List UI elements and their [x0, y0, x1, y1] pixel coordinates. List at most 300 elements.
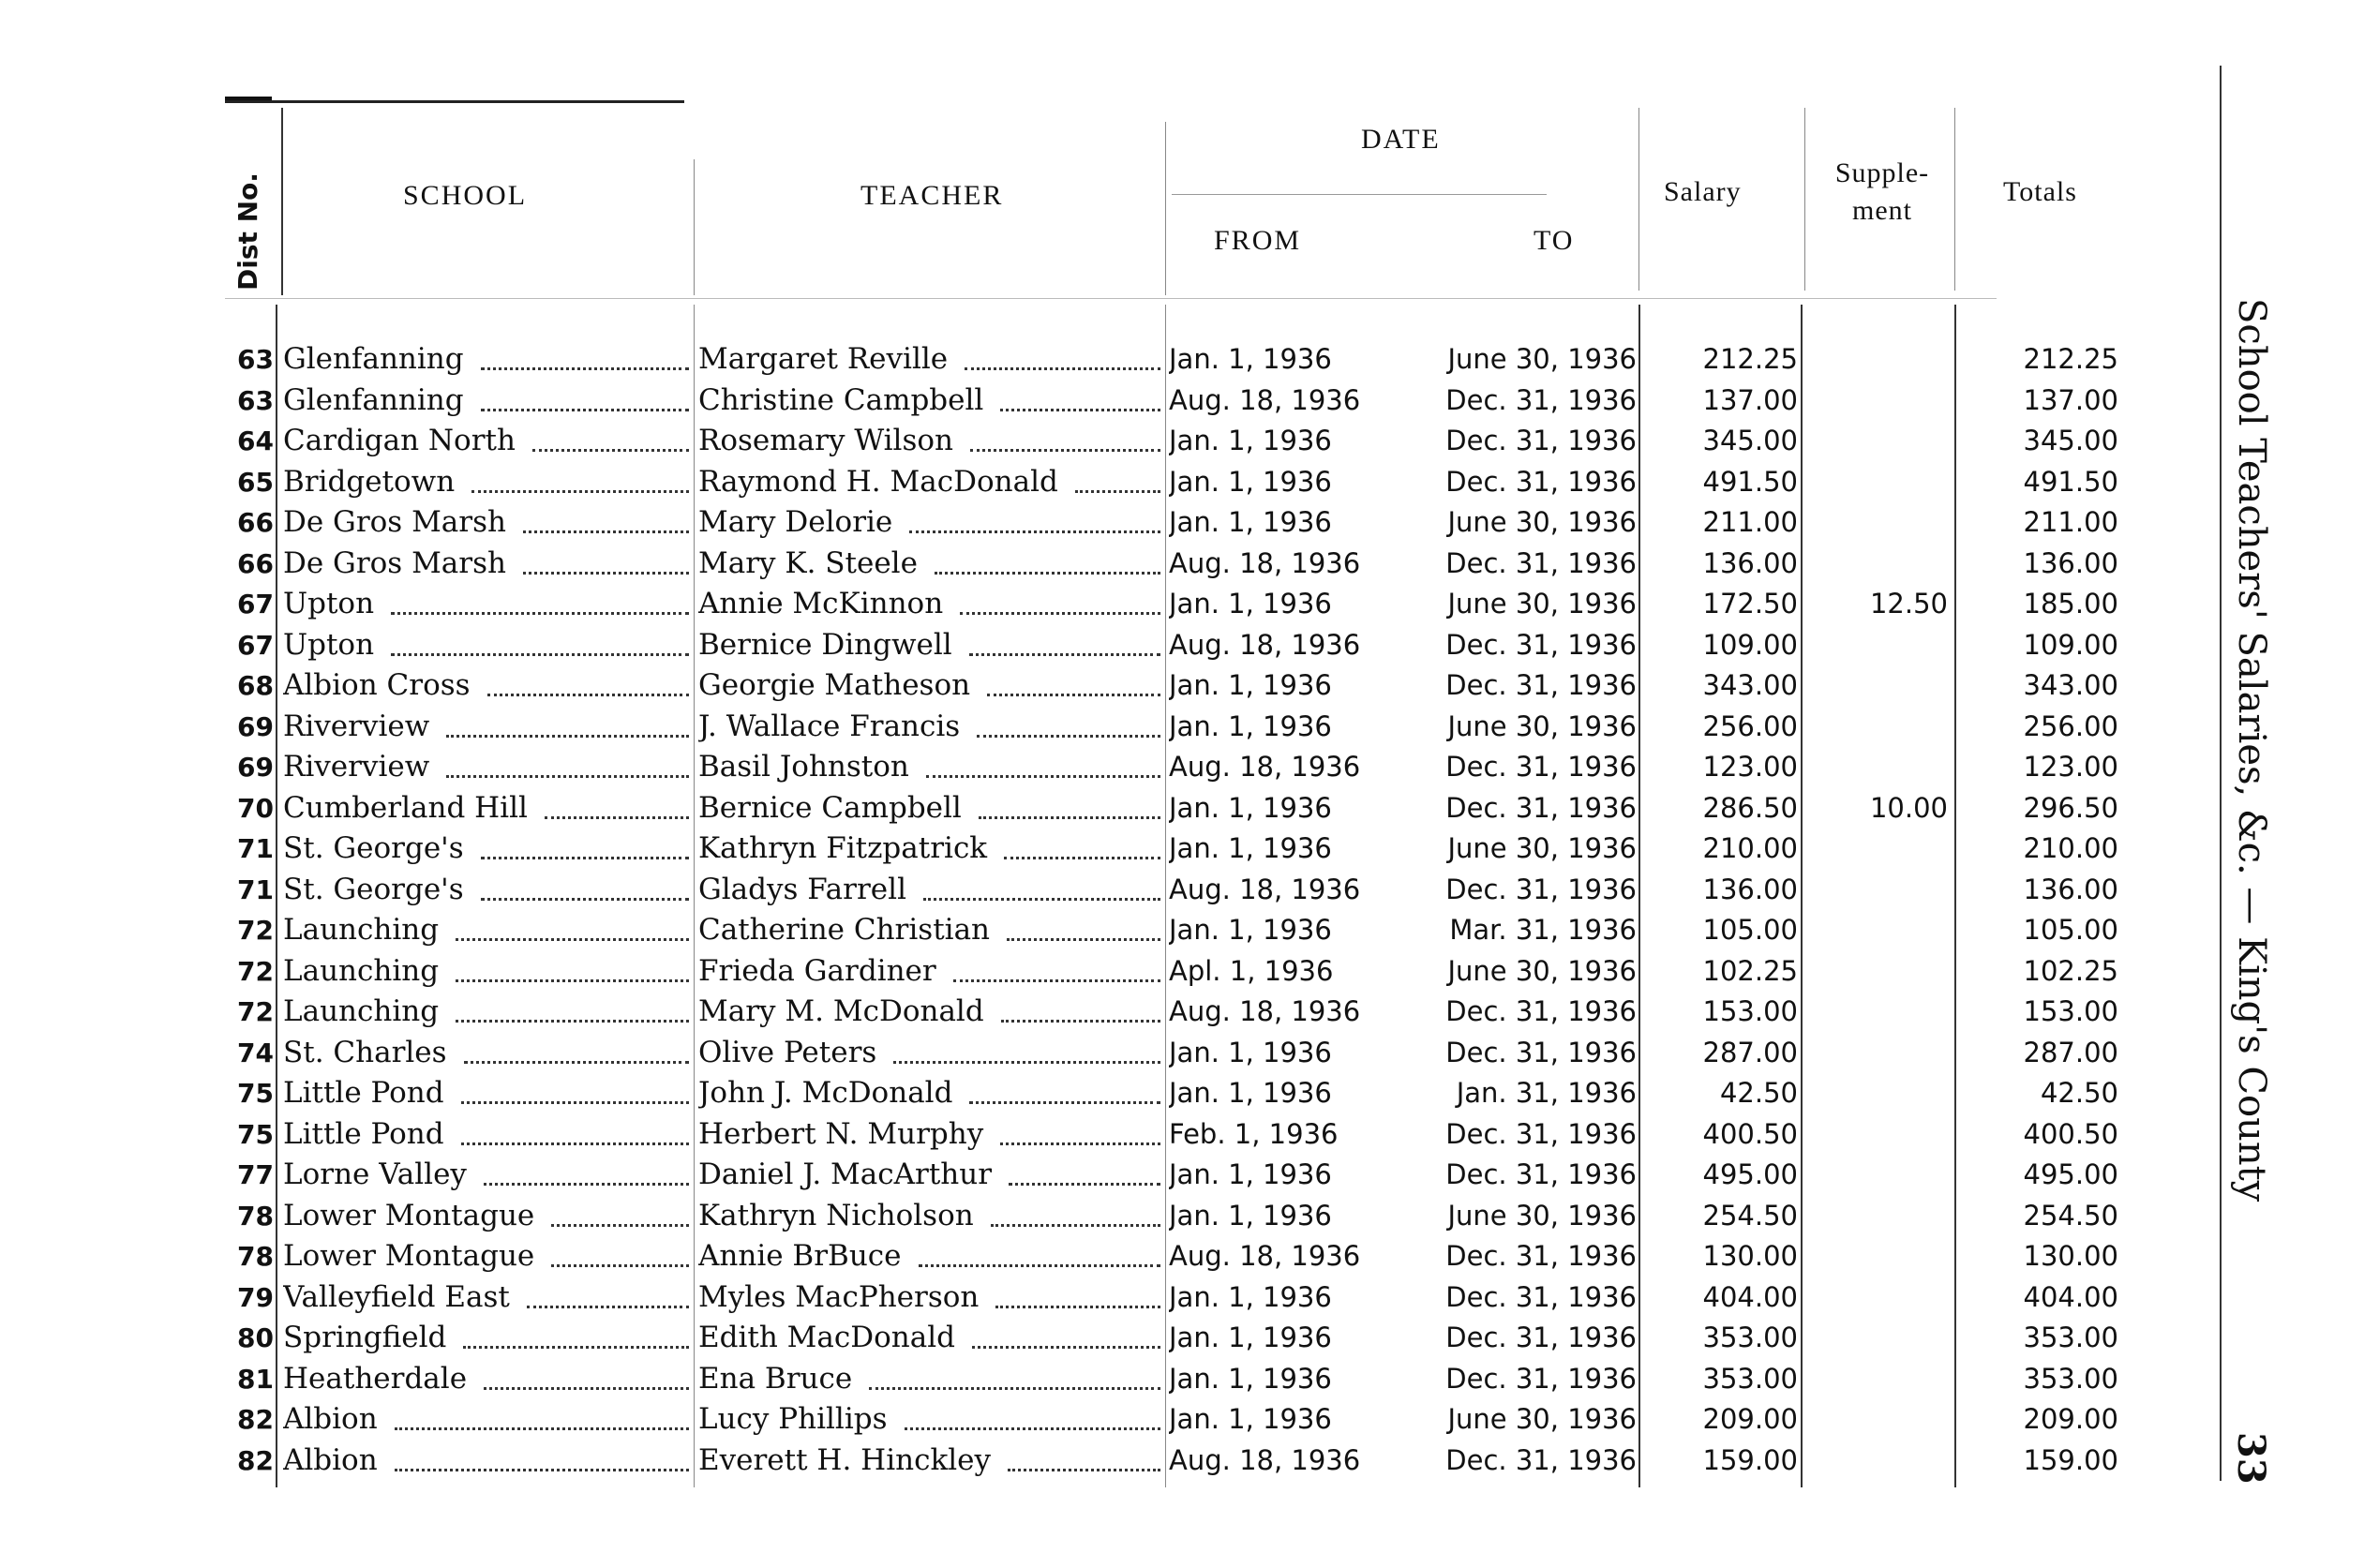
total-amount: 123.00: [2023, 751, 2118, 783]
dist-number: 81: [237, 1363, 274, 1395]
school-name: Heatherdale: [283, 1361, 468, 1396]
dot-leader: [461, 1101, 689, 1104]
dot-leader: [484, 1387, 689, 1390]
total-amount: 153.00: [2023, 995, 2118, 1027]
school-name: Cumberland Hill: [283, 790, 528, 825]
supplement-amount: 12.50: [1869, 588, 1948, 620]
teacher-name: Gladys Farrell: [698, 872, 906, 906]
date-from: Jan. 1, 1936: [1169, 832, 1332, 864]
table-row: [0, 870, 2250, 910]
teacher-name: Daniel J. MacArthur: [698, 1157, 993, 1191]
date-to: Mar. 31, 1936: [1449, 914, 1637, 946]
dot-leader: [969, 653, 1160, 656]
dot-leader: [970, 449, 1160, 452]
school-name: Glenfanning: [283, 382, 464, 417]
dot-leader: [464, 1061, 689, 1064]
table-row: [0, 625, 2250, 665]
total-amount: 256.00: [2023, 709, 2118, 742]
date-from: Jan. 1, 1936: [1169, 1036, 1332, 1068]
dot-leader: [953, 979, 1160, 982]
dot-leader: [1000, 409, 1160, 411]
teacher-name: Mary Delorie: [698, 505, 893, 539]
salary-amount: 254.50: [1702, 1199, 1798, 1232]
dot-leader: [1004, 857, 1160, 859]
teacher-name: Catherine Christian: [698, 913, 991, 947]
dist-number: 78: [237, 1241, 274, 1272]
dist-number: 72: [237, 915, 274, 946]
date-from: Jan. 1, 1936: [1169, 1322, 1332, 1353]
date-from: Jan. 1, 1936: [1169, 465, 1332, 498]
total-amount: 209.00: [2023, 1403, 2118, 1435]
school-name: Upton: [283, 627, 375, 662]
dot-leader: [545, 816, 689, 819]
table-row: [0, 1399, 2250, 1440]
teacher-name: John J. McDonald: [698, 1076, 953, 1110]
teacher-name: Mary K. Steele: [698, 545, 918, 580]
dot-leader: [869, 1387, 1160, 1390]
table-row: [0, 1033, 2250, 1073]
dot-leader: [926, 775, 1160, 778]
dot-leader: [446, 735, 689, 738]
dot-leader: [481, 857, 689, 859]
dot-leader: [905, 1427, 1160, 1430]
dist-number: 77: [237, 1159, 274, 1190]
teacher-name: Bernice Dingwell: [698, 627, 952, 662]
salary-amount: 256.00: [1702, 709, 1798, 742]
dot-leader: [1075, 490, 1160, 493]
salary-amount: 136.00: [1702, 546, 1798, 579]
total-amount: 42.50: [2040, 1077, 2118, 1109]
total-amount: 130.00: [2023, 1240, 2118, 1272]
total-amount: 400.50: [2023, 1117, 2118, 1150]
salary-amount: 212.25: [1702, 343, 1798, 375]
salary-amount: 345.00: [1702, 425, 1798, 456]
dot-leader: [893, 1061, 1160, 1064]
header-supplement: Supple- ment: [1834, 157, 1930, 226]
school-name: De Gros Marsh: [283, 545, 506, 580]
total-amount: 136.00: [2023, 546, 2118, 579]
dist-number: 67: [237, 629, 274, 661]
table-row: [0, 707, 2250, 747]
school-name: Riverview: [283, 709, 430, 743]
dot-leader: [523, 530, 689, 533]
salary-amount: 102.25: [1702, 954, 1798, 987]
dot-leader: [487, 694, 689, 696]
dist-number: 74: [237, 1037, 274, 1068]
table-row: [0, 665, 2250, 706]
dot-leader: [391, 653, 689, 656]
table-row: [0, 339, 2250, 380]
teacher-name: Ena Bruce: [698, 1361, 853, 1396]
date-from: Jan. 1, 1936: [1169, 588, 1332, 620]
dot-leader: [446, 775, 689, 778]
total-amount: 211.00: [2023, 506, 2118, 538]
teacher-name: Frieda Gardiner: [698, 953, 936, 988]
dot-leader: [456, 1020, 689, 1023]
salary-amount: 404.00: [1702, 1280, 1798, 1313]
header-date: DATE: [1361, 124, 1441, 155]
dot-leader: [1009, 1183, 1160, 1186]
dot-leader: [551, 1264, 689, 1267]
header-to: TO: [1534, 225, 1575, 256]
table-row: [0, 1114, 2250, 1155]
salary-amount: 210.00: [1702, 832, 1798, 864]
date-to: Dec. 31, 1936: [1445, 1117, 1637, 1150]
school-name: Launching: [283, 913, 440, 947]
dist-number: 68: [237, 670, 274, 701]
date-to: Dec. 31, 1936: [1445, 751, 1637, 783]
dot-leader: [979, 816, 1160, 819]
date-to: June 30, 1936: [1447, 506, 1637, 538]
salary-amount: 287.00: [1702, 1036, 1798, 1068]
dot-leader: [484, 1183, 689, 1186]
dot-leader: [923, 898, 1160, 901]
header-school: SCHOOL: [403, 180, 528, 211]
dist-number: 79: [237, 1281, 274, 1313]
dot-leader: [977, 735, 1160, 738]
header-bottom-rule: [225, 298, 1997, 299]
dot-leader: [969, 1101, 1160, 1104]
dot-leader: [481, 367, 689, 370]
salary-amount: 353.00: [1702, 1322, 1798, 1353]
total-amount: 254.50: [2023, 1199, 2118, 1232]
date-from: Aug. 18, 1936: [1169, 546, 1361, 579]
date-from: Jan. 1, 1936: [1169, 1158, 1332, 1190]
salary-amount: 209.00: [1702, 1403, 1798, 1435]
dist-number: 82: [237, 1404, 274, 1435]
dist-number: 65: [237, 466, 274, 498]
table-row: [0, 584, 2250, 624]
dot-leader: [995, 1306, 1160, 1308]
dist-number: 78: [237, 1200, 274, 1232]
header-divider: [281, 108, 283, 295]
school-name: Upton: [283, 587, 375, 620]
salary-amount: 286.50: [1702, 791, 1798, 824]
teacher-name: Annie BrBuce: [698, 1239, 902, 1273]
date-from: Jan. 1, 1936: [1169, 506, 1332, 538]
dot-leader: [456, 979, 689, 982]
dist-number: 80: [237, 1322, 274, 1353]
total-amount: 137.00: [2023, 383, 2118, 416]
date-to: June 30, 1936: [1447, 1403, 1637, 1435]
total-amount: 287.00: [2023, 1036, 2118, 1068]
table-row: [0, 544, 2250, 584]
salary-amount: 343.00: [1702, 669, 1798, 701]
date-from: Aug. 18, 1936: [1169, 1240, 1361, 1272]
header-divider: [694, 159, 695, 295]
total-amount: 109.00: [2023, 628, 2118, 661]
dot-leader: [909, 530, 1160, 533]
table-row: [0, 992, 2250, 1032]
dist-number: 67: [237, 589, 274, 620]
date-to: Dec. 31, 1936: [1445, 628, 1637, 661]
table-row: [0, 381, 2250, 421]
dot-leader: [395, 1469, 689, 1471]
dot-leader: [527, 1306, 689, 1308]
school-name: St. Charles: [283, 1035, 447, 1069]
teacher-name: Mary M. McDonald: [698, 994, 984, 1028]
date-from: Jan. 1, 1936: [1169, 1199, 1332, 1232]
date-to: June 30, 1936: [1447, 588, 1637, 620]
school-name: Launching: [283, 994, 440, 1028]
dist-number: 72: [237, 955, 274, 987]
date-to: Dec. 31, 1936: [1445, 669, 1637, 701]
total-amount: 345.00: [2023, 425, 2118, 456]
table-row: [0, 1155, 2250, 1195]
total-amount: 102.25: [2023, 954, 2118, 987]
total-amount: 105.00: [2023, 914, 2118, 946]
total-amount: 136.00: [2023, 873, 2118, 905]
salary-amount: 136.00: [1702, 873, 1798, 905]
date-from: Jan. 1, 1936: [1169, 1362, 1332, 1395]
dot-leader: [1008, 1469, 1160, 1471]
dot-leader: [463, 1346, 689, 1349]
header-totals: Totals: [2003, 176, 2077, 207]
date-from: Jan. 1, 1936: [1169, 914, 1332, 946]
school-name: Lorne Valley: [283, 1157, 467, 1191]
salary-amount: 42.50: [1719, 1077, 1798, 1109]
dot-leader: [987, 694, 1160, 696]
date-from: Jan. 1, 1936: [1169, 669, 1332, 701]
school-name: Valleyfield East: [283, 1279, 510, 1314]
table-row: [0, 951, 2250, 992]
salary-amount: 353.00: [1702, 1362, 1798, 1395]
school-name: Albion: [283, 1442, 378, 1477]
table-row: [0, 502, 2250, 543]
date-to: Dec. 31, 1936: [1445, 873, 1637, 905]
date-to: Dec. 31, 1936: [1445, 383, 1637, 416]
school-name: De Gros Marsh: [283, 505, 506, 539]
table-row: [0, 1441, 2250, 1481]
date-to: June 30, 1936: [1447, 954, 1637, 987]
date-to: Dec. 31, 1936: [1445, 1280, 1637, 1313]
dist-number: 82: [237, 1444, 274, 1476]
dist-number: 71: [237, 874, 274, 905]
dot-leader: [532, 449, 689, 452]
date-to: June 30, 1936: [1447, 709, 1637, 742]
table-row: [0, 1196, 2250, 1236]
teacher-name: Kathryn Nicholson: [698, 1198, 974, 1232]
date-from: Jan. 1, 1936: [1169, 709, 1332, 742]
school-name: Little Pond: [283, 1076, 444, 1110]
total-amount: 343.00: [2023, 669, 2118, 701]
date-to: Dec. 31, 1936: [1445, 1443, 1637, 1476]
dist-number: 69: [237, 752, 274, 783]
total-amount: 296.50: [2023, 791, 2118, 824]
date-to: Dec. 31, 1936: [1445, 1362, 1637, 1395]
header-divider: [1954, 108, 1955, 291]
dot-leader: [471, 490, 689, 493]
date-from: Apl. 1, 1936: [1169, 954, 1334, 987]
salary-amount: 400.50: [1702, 1117, 1798, 1150]
table-row: [0, 421, 2250, 461]
dot-leader: [523, 572, 689, 575]
dot-leader: [1000, 1142, 1160, 1145]
school-name: Bridgetown: [283, 464, 456, 499]
teacher-name: Raymond H. MacDonald: [698, 464, 1058, 499]
table-row: [0, 1277, 2250, 1318]
total-amount: 495.00: [2023, 1158, 2118, 1190]
table-row: [0, 1073, 2250, 1113]
date-from: Jan. 1, 1936: [1169, 1077, 1332, 1109]
date-to: Dec. 31, 1936: [1445, 465, 1637, 498]
dot-leader: [965, 367, 1160, 370]
school-name: Lower Montague: [283, 1239, 535, 1273]
teacher-name: Christine Campbell: [698, 382, 984, 417]
date-to: Dec. 31, 1936: [1445, 1240, 1637, 1272]
date-to: Dec. 31, 1936: [1445, 791, 1637, 824]
date-from: Aug. 18, 1936: [1169, 628, 1361, 661]
dot-leader: [972, 1346, 1160, 1349]
date-from: Jan. 1, 1936: [1169, 791, 1332, 824]
header-teacher: TEACHER: [860, 180, 1004, 211]
date-from: Jan. 1, 1936: [1169, 1280, 1332, 1313]
school-name: Riverview: [283, 750, 430, 784]
total-amount: 210.00: [2023, 832, 2118, 864]
teacher-name: Rosemary Wilson: [698, 424, 954, 457]
teacher-name: Basil Johnston: [698, 750, 909, 784]
salary-amount: 109.00: [1702, 628, 1798, 661]
page-number: 33: [2229, 1432, 2273, 1485]
teacher-name: Edith MacDonald: [698, 1321, 955, 1354]
salary-amount: 123.00: [1702, 751, 1798, 783]
dot-leader: [935, 572, 1160, 575]
dist-number: 75: [237, 1118, 274, 1150]
dot-leader: [1001, 1020, 1160, 1023]
date-from: Aug. 18, 1936: [1169, 1443, 1361, 1476]
date-from: Aug. 18, 1936: [1169, 873, 1361, 905]
date-to: June 30, 1936: [1447, 343, 1637, 375]
date-divider-rule: [1172, 194, 1547, 195]
salary-amount: 153.00: [1702, 995, 1798, 1027]
date-from: Feb. 1, 1936: [1169, 1117, 1339, 1150]
dot-leader: [919, 1264, 1161, 1267]
running-title: School Teachers' Salaries, &c. — King's County: [2230, 298, 2273, 1202]
dot-leader: [960, 612, 1160, 615]
teacher-name: Georgie Matheson: [698, 668, 971, 702]
school-name: Cardigan North: [283, 424, 516, 457]
teacher-name: Olive Peters: [698, 1035, 877, 1069]
salary-amount: 130.00: [1702, 1240, 1798, 1272]
table-row: [0, 788, 2250, 829]
date-to: Dec. 31, 1936: [1445, 1036, 1637, 1068]
date-to: Dec. 31, 1936: [1445, 1158, 1637, 1190]
teacher-name: Annie McKinnon: [698, 587, 944, 620]
header-divider: [1165, 122, 1166, 295]
dot-leader: [1007, 938, 1160, 941]
date-from: Aug. 18, 1936: [1169, 383, 1361, 416]
school-name: St. George's: [283, 831, 464, 865]
teacher-name: Herbert N. Murphy: [698, 1116, 984, 1151]
date-to: June 30, 1936: [1447, 832, 1637, 864]
school-name: Launching: [283, 953, 440, 988]
school-name: Albion Cross: [283, 668, 471, 702]
dist-number: 66: [237, 547, 274, 579]
teacher-name: Kathryn Fitzpatrick: [698, 831, 988, 865]
total-amount: 404.00: [2023, 1280, 2118, 1313]
total-amount: 353.00: [2023, 1362, 2118, 1395]
salary-amount: 172.50: [1702, 588, 1798, 620]
table-row: [0, 747, 2250, 787]
dist-number: 63: [237, 384, 274, 416]
date-to: Dec. 31, 1936: [1445, 1322, 1637, 1353]
school-name: St. George's: [283, 872, 464, 906]
dist-number: 72: [237, 996, 274, 1027]
dot-leader: [481, 409, 689, 411]
date-from: Jan. 1, 1936: [1169, 425, 1332, 456]
teacher-name: Everett H. Hinckley: [698, 1442, 991, 1477]
school-name: Glenfanning: [283, 342, 464, 376]
date-to: Dec. 31, 1936: [1445, 995, 1637, 1027]
teacher-name: J. Wallace Francis: [698, 709, 961, 743]
school-name: Albion: [283, 1402, 378, 1436]
header-divider: [1638, 108, 1639, 291]
date-to: Dec. 31, 1936: [1445, 546, 1637, 579]
dist-number: 63: [237, 344, 274, 375]
salary-amount: 159.00: [1702, 1443, 1798, 1476]
dot-leader: [456, 938, 689, 941]
salary-amount: 105.00: [1702, 914, 1798, 946]
table-row: [0, 910, 2250, 950]
total-amount: 185.00: [2023, 588, 2118, 620]
school-name: Little Pond: [283, 1116, 444, 1151]
dist-number: 71: [237, 833, 274, 864]
salary-amount: 495.00: [1702, 1158, 1798, 1190]
dot-leader: [461, 1142, 689, 1145]
date-from: Aug. 18, 1936: [1169, 995, 1361, 1027]
supplement-amount: 10.00: [1869, 791, 1948, 824]
teacher-name: Bernice Campbell: [698, 790, 962, 825]
header-top-rule: [225, 100, 684, 103]
table-row: [0, 462, 2250, 502]
date-to: June 30, 1936: [1447, 1199, 1637, 1232]
dot-leader: [551, 1224, 689, 1227]
salary-amount: 211.00: [1702, 506, 1798, 538]
table-row: [0, 829, 2250, 869]
table-row: [0, 1318, 2250, 1358]
dist-number: 75: [237, 1078, 274, 1109]
header-dist-no: Dist No.: [232, 172, 263, 291]
dist-number: 64: [237, 426, 274, 456]
total-amount: 491.50: [2023, 465, 2118, 498]
table-row: [0, 1236, 2250, 1277]
teacher-name: Margaret Reville: [698, 342, 949, 376]
date-to: Dec. 31, 1936: [1445, 425, 1637, 456]
header-salary: Salary: [1664, 176, 1742, 207]
table-row: [0, 1359, 2250, 1399]
date-from: Jan. 1, 1936: [1169, 1403, 1332, 1435]
header-divider: [1804, 108, 1805, 291]
teacher-name: Myles MacPherson: [698, 1279, 980, 1314]
header-from: FROM: [1214, 225, 1302, 256]
total-amount: 159.00: [2023, 1443, 2118, 1476]
salary-amount: 137.00: [1702, 383, 1798, 416]
school-name: Lower Montague: [283, 1198, 535, 1232]
dist-number: 70: [237, 792, 274, 824]
date-from: Aug. 18, 1936: [1169, 751, 1361, 783]
total-amount: 212.25: [2023, 343, 2118, 375]
dot-leader: [391, 612, 689, 615]
dot-leader: [395, 1427, 689, 1430]
salary-amount: 491.50: [1702, 465, 1798, 498]
dot-leader: [481, 898, 689, 901]
dot-leader: [991, 1224, 1160, 1227]
teacher-name: Lucy Phillips: [698, 1402, 888, 1436]
date-to: Jan. 31, 1936: [1456, 1077, 1637, 1109]
dist-number: 66: [237, 507, 274, 538]
date-from: Jan. 1, 1936: [1169, 343, 1332, 375]
total-amount: 353.00: [2023, 1322, 2118, 1353]
